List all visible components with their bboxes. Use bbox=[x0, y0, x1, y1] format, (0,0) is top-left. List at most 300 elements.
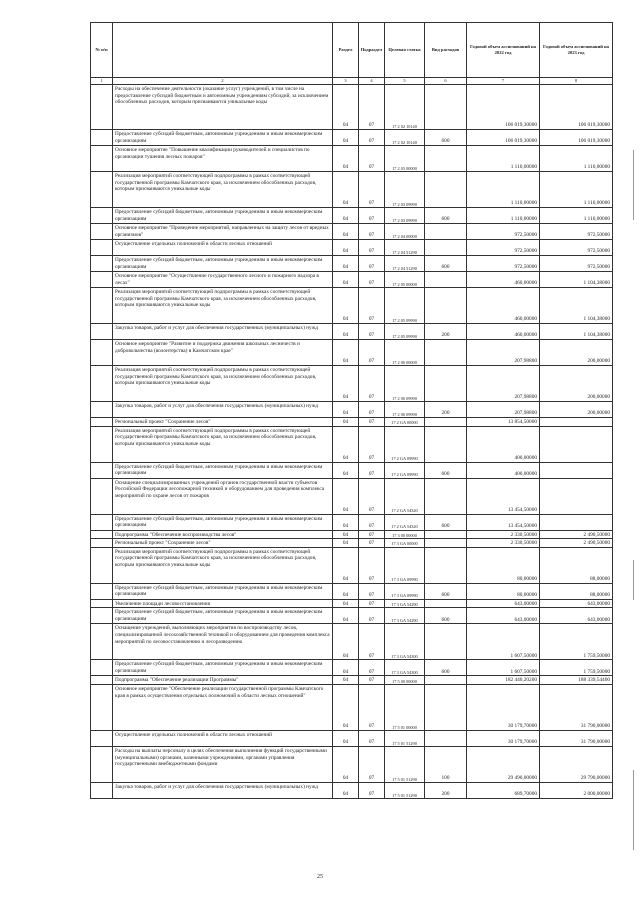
table-row bbox=[91, 418, 613, 427]
row-razdel-cell: 04 bbox=[333, 478, 359, 514]
row-name-cell: Расходы на выплаты персоналу в целях обеспечения выполнения функций государственными (муниципальными) органами, казенными учреждениями, органами управления государственными внебюджетными фондами bbox=[113, 747, 333, 783]
header-podrazdel: Подраздел bbox=[359, 23, 385, 78]
table-row bbox=[91, 514, 613, 530]
row-podrazdel-cell: 07 bbox=[359, 366, 385, 402]
row-name-cell: Закупка товаров, работ и услуг для обеспечения государственных (муниципальных) нужд bbox=[113, 783, 333, 799]
row-2023-cell: 972,50000 bbox=[540, 224, 613, 240]
row-num-cell bbox=[91, 340, 113, 366]
row-expense-type-cell bbox=[425, 539, 467, 548]
row-target-article-cell: 17 2 03 09990 bbox=[385, 208, 425, 224]
row-expense-type-cell bbox=[425, 530, 467, 539]
row-num-cell bbox=[91, 240, 113, 256]
table-header-row bbox=[91, 23, 613, 78]
row-expense-type-cell bbox=[425, 224, 467, 240]
row-num-cell bbox=[91, 366, 113, 402]
row-num-cell bbox=[91, 660, 113, 676]
row-2023-cell: 1 110,00000 bbox=[540, 208, 613, 224]
row-podrazdel-cell: 07 bbox=[359, 240, 385, 256]
row-2022-cell: 2 330,50000 bbox=[467, 539, 540, 548]
row-expense-type-cell bbox=[425, 146, 467, 172]
row-num-cell bbox=[91, 324, 113, 340]
row-2022-cell: 1 607,50000 bbox=[467, 660, 540, 676]
header-2022: Годовой объем ассигнований на 2022 год bbox=[467, 23, 540, 78]
row-name-cell: Основное мероприятие "Обеспечение реализации государственной программы Камчатского края в рамках осуществления отдельных полномочий в области лесных отношений" bbox=[113, 685, 333, 731]
row-target-article-cell: 17 2 GA 09990 bbox=[385, 426, 425, 462]
row-target-article-cell: 17 2 03 09990 bbox=[385, 172, 425, 208]
row-expense-type-cell: 600 bbox=[425, 660, 467, 676]
row-2022-cell: 643,00000 bbox=[467, 599, 540, 608]
row-expense-type-cell: 600 bbox=[425, 583, 467, 599]
row-2022-cell: 972,50000 bbox=[467, 240, 540, 256]
row-name-cell: Осуществление отдельных полномочий в области лесных отношений bbox=[113, 240, 333, 256]
row-2023-cell: 643,00000 bbox=[540, 608, 613, 624]
row-razdel-cell: 04 bbox=[333, 240, 359, 256]
header-name bbox=[113, 23, 333, 78]
row-podrazdel-cell: 07 bbox=[359, 514, 385, 530]
row-expense-type-cell bbox=[425, 418, 467, 427]
row-2022-cell: 80,00000 bbox=[467, 583, 540, 599]
row-num-cell bbox=[91, 676, 113, 685]
row-2022-cell: 80,00000 bbox=[467, 547, 540, 583]
row-target-article-cell: 17 2 04 00000 bbox=[385, 224, 425, 240]
row-podrazdel-cell: 07 bbox=[359, 224, 385, 240]
table-row bbox=[91, 402, 613, 418]
row-expense-type-cell bbox=[425, 340, 467, 366]
table-row bbox=[91, 85, 613, 130]
row-num-cell bbox=[91, 172, 113, 208]
row-razdel-cell: 04 bbox=[333, 624, 359, 660]
row-2023-cell: 88,00000 bbox=[540, 583, 613, 599]
row-podrazdel-cell: 07 bbox=[359, 462, 385, 478]
row-2023-cell: 106 019,30000 bbox=[540, 85, 613, 130]
row-2023-cell: 2 000,00000 bbox=[540, 783, 613, 799]
row-num-cell bbox=[91, 256, 113, 272]
row-podrazdel-cell: 07 bbox=[359, 172, 385, 208]
row-target-article-cell: 17 5 01 51290 bbox=[385, 747, 425, 783]
row-name-cell: Основное мероприятие "Развитие и поддержка движения школьных лесничеств и добровольчества (волонтерства) в Камчатском крае" bbox=[113, 340, 333, 366]
table-row bbox=[91, 547, 613, 583]
header-num: № п/п bbox=[91, 23, 113, 78]
row-num-cell bbox=[91, 731, 113, 747]
row-podrazdel-cell: 07 bbox=[359, 256, 385, 272]
row-2023-cell: 31 790,00000 bbox=[540, 731, 613, 747]
row-target-article-cell: 17 2 03 00000 bbox=[385, 146, 425, 172]
row-podrazdel-cell: 07 bbox=[359, 583, 385, 599]
row-podrazdel-cell: 07 bbox=[359, 676, 385, 685]
row-num-cell bbox=[91, 747, 113, 783]
row-2023-cell: 1 759,50000 bbox=[540, 660, 613, 676]
table-row bbox=[91, 340, 613, 366]
row-expense-type-cell bbox=[425, 288, 467, 324]
row-2023-cell: 2 490,50000 bbox=[540, 539, 613, 548]
row-2022-cell: 207,98800 bbox=[467, 340, 540, 366]
row-name-cell: Предоставление субсидий бюджетным, автономным учреждениям и иным некоммерческим организациям bbox=[113, 256, 333, 272]
row-target-article-cell: 17 3 GA 09990 bbox=[385, 583, 425, 599]
column-number: 7 bbox=[467, 78, 540, 85]
row-razdel-cell: 04 bbox=[333, 366, 359, 402]
scan-edge-mark bbox=[633, 150, 634, 220]
row-name-cell: Региональный проект "Сохранение лесов" bbox=[113, 539, 333, 548]
table-row bbox=[91, 624, 613, 660]
row-podrazdel-cell: 07 bbox=[359, 324, 385, 340]
row-2022-cell: 106 019,30000 bbox=[467, 130, 540, 146]
table-row bbox=[91, 272, 613, 288]
column-number: 4 bbox=[359, 78, 385, 85]
row-razdel-cell: 04 bbox=[333, 272, 359, 288]
row-expense-type-cell bbox=[425, 599, 467, 608]
row-target-article-cell: 17 2 05 00000 bbox=[385, 272, 425, 288]
row-name-cell: Подпрограмма "Обеспечение воспроизводства лесов" bbox=[113, 530, 333, 539]
row-razdel-cell: 04 bbox=[333, 288, 359, 324]
column-number-row bbox=[91, 78, 613, 85]
table-row bbox=[91, 130, 613, 146]
row-razdel-cell: 04 bbox=[333, 685, 359, 731]
row-expense-type-cell: 600 bbox=[425, 130, 467, 146]
row-expense-type-cell bbox=[425, 547, 467, 583]
table-row bbox=[91, 660, 613, 676]
row-num-cell bbox=[91, 624, 113, 660]
row-expense-type-cell bbox=[425, 240, 467, 256]
row-expense-type-cell bbox=[425, 366, 467, 402]
row-podrazdel-cell: 07 bbox=[359, 272, 385, 288]
row-2022-cell: 1 110,00000 bbox=[467, 146, 540, 172]
row-2023-cell bbox=[540, 462, 613, 478]
row-podrazdel-cell: 07 bbox=[359, 660, 385, 676]
row-podrazdel-cell: 07 bbox=[359, 685, 385, 731]
table-row bbox=[91, 676, 613, 685]
row-target-article-cell: 17 5 00 00000 bbox=[385, 676, 425, 685]
table-row bbox=[91, 583, 613, 599]
row-podrazdel-cell: 07 bbox=[359, 418, 385, 427]
row-razdel-cell: 04 bbox=[333, 676, 359, 685]
table-row bbox=[91, 685, 613, 731]
row-2023-cell: 972,50000 bbox=[540, 256, 613, 272]
row-expense-type-cell: 200 bbox=[425, 402, 467, 418]
table-row bbox=[91, 288, 613, 324]
row-2023-cell: 200,00000 bbox=[540, 340, 613, 366]
row-target-article-cell: 17 2 06 09990 bbox=[385, 366, 425, 402]
row-expense-type-cell bbox=[425, 685, 467, 731]
row-2023-cell: 1 110,00000 bbox=[540, 172, 613, 208]
row-expense-type-cell: 600 bbox=[425, 462, 467, 478]
row-num-cell bbox=[91, 208, 113, 224]
row-target-article-cell: 17 3 GA 00000 bbox=[385, 539, 425, 548]
row-num-cell bbox=[91, 272, 113, 288]
row-razdel-cell: 04 bbox=[333, 208, 359, 224]
table-row bbox=[91, 608, 613, 624]
row-num-cell bbox=[91, 224, 113, 240]
row-razdel-cell: 04 bbox=[333, 85, 359, 130]
row-num-cell bbox=[91, 608, 113, 624]
row-name-cell: Реализация мероприятий соответствующей подпрограммы в рамках соответствующей государственной программы Камчатского края, за исключением обособленных расходов, которым присваиваются уникальные коды bbox=[113, 547, 333, 583]
row-name-cell: Предоставление субсидий бюджетным, автономным учреждениям и иным некоммерческим организациям bbox=[113, 583, 333, 599]
table-row bbox=[91, 599, 613, 608]
row-razdel-cell: 04 bbox=[333, 747, 359, 783]
row-name-cell: Основное мероприятие "Осуществление государственного лесного и пожарного надзора в лесах" bbox=[113, 272, 333, 288]
row-2023-cell: 643,00000 bbox=[540, 599, 613, 608]
row-expense-type-cell bbox=[425, 172, 467, 208]
row-podrazdel-cell: 07 bbox=[359, 599, 385, 608]
column-number: 6 bbox=[425, 78, 467, 85]
row-2022-cell: 30 179,70000 bbox=[467, 685, 540, 731]
row-target-article-cell: 17 3 00 00000 bbox=[385, 530, 425, 539]
row-2022-cell: 1 110,00000 bbox=[467, 172, 540, 208]
header-2023: Годовой объем ассигнований на 2023 год bbox=[540, 23, 613, 78]
table-row bbox=[91, 324, 613, 340]
row-2023-cell: 2 490,50000 bbox=[540, 530, 613, 539]
row-target-article-cell: 17 3 GA 54300 bbox=[385, 660, 425, 676]
row-target-article-cell: 17 2 GA 54320 bbox=[385, 478, 425, 514]
row-target-article-cell: 17 5 01 00000 bbox=[385, 685, 425, 731]
row-name-cell: Оснащение учреждений, выполняющих мероприятия по воспроизводству лесов, специализированной лесохозяйственной техникой и оборудованием для проведения комплекса мероприятий по лесовосстановлению и лесоразведению bbox=[113, 624, 333, 660]
row-podrazdel-cell: 07 bbox=[359, 85, 385, 130]
table-row bbox=[91, 240, 613, 256]
row-target-article-cell: 17 3 GA 09990 bbox=[385, 547, 425, 583]
row-2022-cell: 972,50000 bbox=[467, 256, 540, 272]
row-2023-cell bbox=[540, 514, 613, 530]
row-razdel-cell: 04 bbox=[333, 340, 359, 366]
row-razdel-cell: 04 bbox=[333, 418, 359, 427]
row-num-cell bbox=[91, 478, 113, 514]
row-podrazdel-cell: 07 bbox=[359, 624, 385, 660]
row-name-cell: Предоставление субсидий бюджетным, автономным учреждениям и иным некоммерческим организациям bbox=[113, 130, 333, 146]
row-num-cell bbox=[91, 130, 113, 146]
row-expense-type-cell: 600 bbox=[425, 256, 467, 272]
row-2023-cell bbox=[540, 418, 613, 427]
row-2023-cell: 1 104,38000 bbox=[540, 272, 613, 288]
row-podrazdel-cell: 07 bbox=[359, 539, 385, 548]
row-2022-cell: 460,00000 bbox=[467, 324, 540, 340]
row-target-article-cell: 17 2 05 09990 bbox=[385, 288, 425, 324]
row-podrazdel-cell: 07 bbox=[359, 547, 385, 583]
row-razdel-cell: 04 bbox=[333, 402, 359, 418]
row-target-article-cell: 17 2 GA 00000 bbox=[385, 418, 425, 427]
row-num-cell bbox=[91, 402, 113, 418]
row-podrazdel-cell: 07 bbox=[359, 146, 385, 172]
row-2023-cell: 1 759,50000 bbox=[540, 624, 613, 660]
row-name-cell: Предоставление субсидий бюджетным, автономным учреждениям и иным некоммерческим организациям bbox=[113, 660, 333, 676]
row-podrazdel-cell: 07 bbox=[359, 608, 385, 624]
row-target-article-cell: 17 2 04 51290 bbox=[385, 240, 425, 256]
row-2023-cell: 1 110,00000 bbox=[540, 146, 613, 172]
row-2023-cell: 972,50000 bbox=[540, 240, 613, 256]
table-body bbox=[91, 85, 613, 799]
table-row bbox=[91, 146, 613, 172]
row-expense-type-cell: 200 bbox=[425, 783, 467, 799]
header-expense-type: Вид расходов bbox=[425, 23, 467, 78]
row-target-article-cell: 17 3 GA 54290 bbox=[385, 608, 425, 624]
table-row bbox=[91, 783, 613, 799]
row-num-cell bbox=[91, 685, 113, 731]
row-razdel-cell: 04 bbox=[333, 547, 359, 583]
column-number: 2 bbox=[113, 78, 333, 85]
row-expense-type-cell: 600 bbox=[425, 208, 467, 224]
row-target-article-cell: 17 2 02 10140 bbox=[385, 130, 425, 146]
row-expense-type-cell: 600 bbox=[425, 608, 467, 624]
row-razdel-cell: 04 bbox=[333, 462, 359, 478]
row-podrazdel-cell: 07 bbox=[359, 478, 385, 514]
row-2022-cell: 207,98800 bbox=[467, 402, 540, 418]
row-expense-type-cell bbox=[425, 624, 467, 660]
row-name-cell: Расходы на обеспечение деятельности (оказание услуг) учреждений, в том числе на предоставление субсидий бюджетным и автономным учреждениям субсидий, за исключением обособленных расходов, которым присваиваются уникальные коды bbox=[113, 85, 333, 130]
row-name-cell: Предоставление субсидий бюджетным, автономным учреждениям и иным некоммерческим организациям bbox=[113, 462, 333, 478]
row-num-cell bbox=[91, 530, 113, 539]
row-2023-cell: 29 790,00000 bbox=[540, 747, 613, 783]
row-podrazdel-cell: 07 bbox=[359, 530, 385, 539]
row-razdel-cell: 04 bbox=[333, 514, 359, 530]
row-razdel-cell: 04 bbox=[333, 660, 359, 676]
row-num-cell bbox=[91, 288, 113, 324]
scan-edge-mark bbox=[633, 560, 634, 600]
row-2022-cell: 1 607,50000 bbox=[467, 624, 540, 660]
row-target-article-cell: 17 5 01 51290 bbox=[385, 731, 425, 747]
row-name-cell: Закупка товаров, работ и услуг для обеспечения государственных (муниципальных) нужд bbox=[113, 402, 333, 418]
row-name-cell: Основное мероприятие "Повышение квалификации руководителей и специалистов по организации тушения лесных пожаров" bbox=[113, 146, 333, 172]
row-podrazdel-cell: 07 bbox=[359, 783, 385, 799]
row-razdel-cell: 04 bbox=[333, 426, 359, 462]
row-target-article-cell: 17 3 GA 54290 bbox=[385, 599, 425, 608]
row-podrazdel-cell: 07 bbox=[359, 731, 385, 747]
row-2023-cell: 188 339,54400 bbox=[540, 676, 613, 685]
row-2023-cell bbox=[540, 478, 613, 514]
row-name-cell: Реализация мероприятий соответствующей подпрограммы в рамках соответствующей государственной программы Камчатского края, за исключением обособленных расходов, которым присваиваются уникальные коды bbox=[113, 426, 333, 462]
column-number: 3 bbox=[333, 78, 359, 85]
table-row bbox=[91, 539, 613, 548]
row-expense-type-cell: 100 bbox=[425, 747, 467, 783]
row-num-cell bbox=[91, 514, 113, 530]
row-name-cell: Реализация мероприятий соответствующей подпрограммы в рамках соответствующей государственной программы Камчатского края, за исключением обособленных расходов, которым присваиваются уникальные коды bbox=[113, 288, 333, 324]
row-name-cell: Оснащение специализированных учреждений органов государственной власти субъектов Российской Федерации лесопожарной техникой и оборудованием для проведения комплекса мероприятий по охране лесов от пожаров bbox=[113, 478, 333, 514]
table-row bbox=[91, 224, 613, 240]
row-name-cell: Предоставление субсидий бюджетным, автономным учреждениям и иным некоммерческим организациям bbox=[113, 608, 333, 624]
row-name-cell: Предоставление субсидий бюджетным, автономным учреждениям и иным некоммерческим организациям bbox=[113, 514, 333, 530]
budget-table bbox=[90, 22, 613, 799]
row-num-cell bbox=[91, 85, 113, 130]
row-razdel-cell: 04 bbox=[333, 324, 359, 340]
row-2023-cell bbox=[540, 426, 613, 462]
table-row bbox=[91, 172, 613, 208]
row-razdel-cell: 04 bbox=[333, 583, 359, 599]
table-row bbox=[91, 426, 613, 462]
page-number: 25 bbox=[317, 874, 323, 880]
row-2023-cell: 88,00000 bbox=[540, 547, 613, 583]
row-target-article-cell: 17 2 06 00000 bbox=[385, 340, 425, 366]
row-razdel-cell: 04 bbox=[333, 608, 359, 624]
row-2022-cell: 30 179,70000 bbox=[467, 731, 540, 747]
row-name-cell: Реализация мероприятий соответствующей подпрограммы в рамках соответствующей государственной программы Камчатского края, за исключением обособленных расходов, которым присваиваются уникальные коды bbox=[113, 172, 333, 208]
row-num-cell bbox=[91, 426, 113, 462]
row-2022-cell: 1 110,00000 bbox=[467, 208, 540, 224]
header-razdel: Раздел bbox=[333, 23, 359, 78]
row-expense-type-cell bbox=[425, 426, 467, 462]
row-razdel-cell: 04 bbox=[333, 146, 359, 172]
row-2023-cell: 106 019,30000 bbox=[540, 130, 613, 146]
column-number: 8 bbox=[540, 78, 613, 85]
row-target-article-cell: 17 2 04 51290 bbox=[385, 256, 425, 272]
row-target-article-cell: 17 2 02 10140 bbox=[385, 85, 425, 130]
row-razdel-cell: 04 bbox=[333, 172, 359, 208]
row-2022-cell: 13 454,50000 bbox=[467, 478, 540, 514]
row-razdel-cell: 04 bbox=[333, 130, 359, 146]
row-2022-cell: 29 490,00000 bbox=[467, 747, 540, 783]
row-expense-type-cell bbox=[425, 731, 467, 747]
row-target-article-cell: 17 2 GA 09990 bbox=[385, 462, 425, 478]
row-2022-cell: 2 330,50000 bbox=[467, 530, 540, 539]
row-2022-cell: 460,00000 bbox=[467, 272, 540, 288]
row-2022-cell: 400,00000 bbox=[467, 462, 540, 478]
row-expense-type-cell bbox=[425, 676, 467, 685]
row-2023-cell: 1 104,38000 bbox=[540, 324, 613, 340]
row-2022-cell: 400,00000 bbox=[467, 426, 540, 462]
row-name-cell: Реализация мероприятий соответствующей подпрограммы в рамках соответствующей государственной программы Камчатского края, за исключением обособленных расходов, которым присваиваются уникальные коды bbox=[113, 366, 333, 402]
row-podrazdel-cell: 07 bbox=[359, 340, 385, 366]
table-row bbox=[91, 530, 613, 539]
row-name-cell: Основное мероприятие "Проведение мероприятий, направленных на защиту лесов от вредных организмов" bbox=[113, 224, 333, 240]
row-2022-cell: 460,00000 bbox=[467, 288, 540, 324]
row-razdel-cell: 04 bbox=[333, 599, 359, 608]
table-row bbox=[91, 366, 613, 402]
row-num-cell bbox=[91, 539, 113, 548]
row-podrazdel-cell: 07 bbox=[359, 288, 385, 324]
row-expense-type-cell bbox=[425, 272, 467, 288]
row-name-cell: Региональный проект "Сохранение лесов" bbox=[113, 418, 333, 427]
row-target-article-cell: 17 2 05 09990 bbox=[385, 324, 425, 340]
row-num-cell bbox=[91, 418, 113, 427]
row-razdel-cell: 04 bbox=[333, 783, 359, 799]
row-target-article-cell: 17 2 GA 54320 bbox=[385, 514, 425, 530]
row-2023-cell: 200,00000 bbox=[540, 402, 613, 418]
row-expense-type-cell: 600 bbox=[425, 514, 467, 530]
row-podrazdel-cell: 07 bbox=[359, 426, 385, 462]
scan-edge-mark bbox=[633, 770, 634, 850]
row-razdel-cell: 04 bbox=[333, 539, 359, 548]
row-num-cell bbox=[91, 783, 113, 799]
row-num-cell bbox=[91, 462, 113, 478]
row-target-article-cell: 17 2 06 09990 bbox=[385, 402, 425, 418]
row-target-article-cell: 17 5 01 51290 bbox=[385, 783, 425, 799]
table-row bbox=[91, 747, 613, 783]
row-expense-type-cell bbox=[425, 478, 467, 514]
row-name-cell: Закупка товаров, работ и услуг для обеспечения государственных (муниципальных) нужд bbox=[113, 324, 333, 340]
row-name-cell: Осуществление отдельных полномочий в области лесных отношений bbox=[113, 731, 333, 747]
row-name-cell: Предоставление субсидий бюджетным, автономным учреждениям и иным некоммерческим организациям bbox=[113, 208, 333, 224]
row-razdel-cell: 04 bbox=[333, 224, 359, 240]
row-2022-cell: 182 440,20200 bbox=[467, 676, 540, 685]
row-podrazdel-cell: 07 bbox=[359, 208, 385, 224]
table-row bbox=[91, 462, 613, 478]
row-podrazdel-cell: 07 bbox=[359, 747, 385, 783]
row-num-cell bbox=[91, 583, 113, 599]
table-row bbox=[91, 478, 613, 514]
row-2022-cell: 106 019,30000 bbox=[467, 85, 540, 130]
table-row bbox=[91, 208, 613, 224]
row-podrazdel-cell: 07 bbox=[359, 402, 385, 418]
row-razdel-cell: 04 bbox=[333, 731, 359, 747]
row-2022-cell: 643,00000 bbox=[467, 608, 540, 624]
row-2023-cell: 31 790,00000 bbox=[540, 685, 613, 731]
header-target-article: Целевая статья bbox=[385, 23, 425, 78]
row-num-cell bbox=[91, 547, 113, 583]
row-razdel-cell: 04 bbox=[333, 256, 359, 272]
column-number: 1 bbox=[91, 78, 113, 85]
row-2022-cell: 13 454,50000 bbox=[467, 514, 540, 530]
row-expense-type-cell: 200 bbox=[425, 324, 467, 340]
row-2022-cell: 689,70000 bbox=[467, 783, 540, 799]
row-target-article-cell: 17 3 GA 54300 bbox=[385, 624, 425, 660]
row-2023-cell: 1 104,38000 bbox=[540, 288, 613, 324]
row-expense-type-cell bbox=[425, 85, 467, 130]
row-2022-cell: 13 854,50000 bbox=[467, 418, 540, 427]
